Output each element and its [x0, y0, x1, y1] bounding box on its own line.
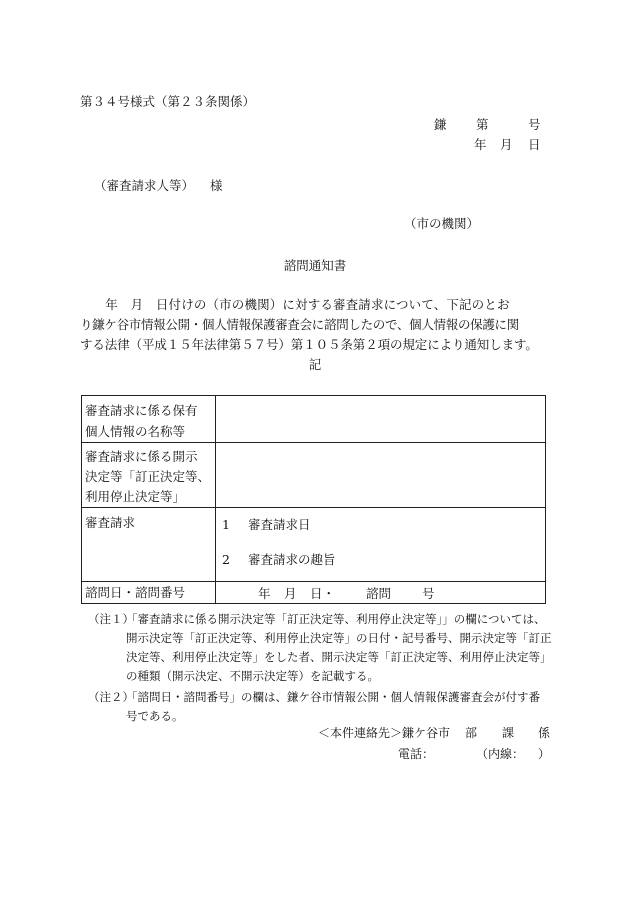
document-title: 諮問通知書	[283, 258, 347, 273]
label-line: 審査請求	[85, 515, 136, 530]
note-tag: （注２）	[88, 690, 134, 704]
note-line: の種類（開示決定、不開示決定等）を記載する。	[126, 669, 379, 683]
list-item	[216, 535, 545, 570]
date-year: 年	[474, 137, 487, 152]
notes	[88, 611, 558, 727]
date-month: 月	[500, 137, 513, 152]
contact-bu: 部	[465, 726, 478, 740]
note-line: 「諮問日・諮問番号」の欄は、鎌ケ谷市情報公開・個人情報保護審査会が付す番	[126, 690, 540, 704]
ki-heading: 記	[308, 357, 322, 372]
label-line: 利用停止決定等」	[85, 489, 186, 504]
label-line: 諮問日・諮問番号	[85, 585, 186, 600]
shimon-label: 諮問	[366, 586, 392, 601]
item-text: 審査請求日	[248, 517, 311, 532]
issuer: （市の機関）	[404, 216, 480, 231]
body-line: する法律（平成１５年法律第５７号）第１０５条第２項の規定により通知します。	[80, 337, 538, 352]
item-number: 2	[222, 552, 230, 567]
contact-kakari: 係	[538, 726, 551, 740]
doc-number-prefix: 鎌	[434, 117, 447, 132]
details-table	[81, 395, 546, 604]
addressee-honorific: 様	[210, 178, 223, 193]
note-line: 決定等、利用停止決定等」をした者、開示決定等「訂正決定等、利用停止決定等」	[126, 650, 552, 664]
contact-prefix: ＜本件連絡先＞鎌ケ谷市	[318, 726, 451, 740]
note-line: 「審査請求に係る開示決定等「訂正決定等、利用停止決定等」」の欄については、	[126, 612, 546, 626]
shimon-month: 月	[284, 586, 297, 601]
contact-ka: 課	[502, 726, 515, 740]
note-item	[88, 611, 558, 630]
note-line: 号である。	[126, 709, 184, 723]
row-value	[216, 582, 546, 604]
shimon-go: 号	[422, 586, 435, 601]
date-day: 日	[528, 137, 541, 152]
addressee-name: （審査請求人等）	[94, 178, 195, 193]
table-row	[82, 396, 546, 443]
note-item	[88, 689, 558, 708]
phone-label: 電話：	[398, 747, 435, 761]
table-row	[82, 443, 546, 508]
addressee	[94, 178, 223, 193]
extension-close: ）	[538, 747, 551, 761]
doc-number-dai: 第	[476, 117, 489, 132]
body-line: り鎌ケ谷市情報公開・個人情報保護審査会に諮問したので、個人情報の保護に関	[80, 317, 519, 332]
table-row	[82, 508, 546, 582]
list-item	[216, 508, 545, 535]
label-line: 審査請求に係る保有	[85, 403, 198, 418]
form-number: 第３４号様式（第２３条関係）	[80, 94, 256, 109]
extension-label: （内線：	[476, 747, 525, 761]
note-line: 開示決定等「訂正決定等、利用停止決定等」の日付・記号番号、開示決定等「訂正	[126, 631, 552, 645]
label-line: 決定等「訂正決定等、	[85, 469, 211, 484]
row-label	[82, 582, 216, 604]
row-value	[216, 396, 546, 443]
item-text: 審査請求の趣旨	[248, 552, 336, 567]
doc-number-go: 号	[528, 117, 541, 132]
row-label	[82, 508, 216, 582]
label-line: 審査請求に係る開示	[85, 449, 198, 464]
body-text	[80, 295, 546, 355]
note-tag: （注１）	[88, 612, 134, 626]
row-value	[216, 443, 546, 508]
row-value	[216, 508, 546, 582]
shimon-year: 年	[258, 586, 271, 601]
item-number: 1	[222, 517, 230, 532]
table-row	[82, 582, 546, 604]
body-line: 年 月 日付けの（市の機関）に対する審査請求について、下記のとお	[80, 297, 510, 312]
row-label	[82, 396, 216, 443]
shimon-day: 日・	[310, 586, 336, 601]
row-label	[82, 443, 216, 508]
label-line: 個人情報の名称等	[85, 424, 186, 439]
